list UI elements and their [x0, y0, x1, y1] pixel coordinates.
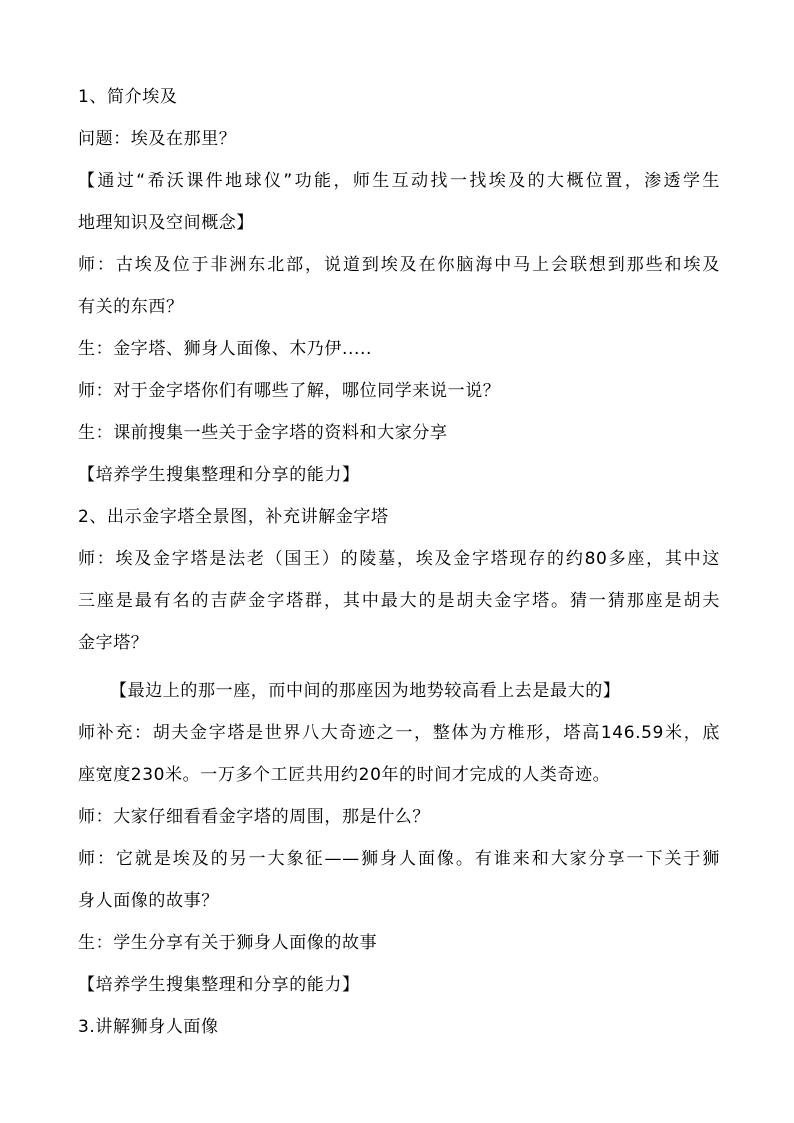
student-sphinx-line: 生：学生分享有关于狮身人面像的故事 — [78, 933, 378, 953]
note-globe-line-1: 【通过“希沃课件地球仪”功能，师生互动找一找埃及的大概位置，渗透学生 — [78, 171, 720, 191]
note-answer-line: 【最边上的那一座，而中间的那座因为地势较高看上去是最大的】 — [110, 681, 621, 701]
teacher-supplement-line-1: 师补充：胡夫金字塔是世界八大奇迹之一，整体为方椎形，塔高146.59米，底 — [78, 723, 720, 743]
teacher-surroundings-line: 师：大家仔细看看金字塔的周围，那是什么？ — [78, 807, 430, 827]
teacher-egypt-line-2: 有关的东西？ — [78, 297, 184, 317]
teacher-pyramid-line-2: 三座是最有名的吉萨金字塔群，其中最大的是胡夫金字塔。猜一猜那座是胡夫 — [78, 591, 720, 611]
teacher-question-line: 师：对于金字塔你们有哪些了解，哪位同学来说一说？ — [78, 381, 501, 401]
teacher-pyramid-line-3: 金字塔？ — [78, 633, 149, 653]
note-ability-line-1: 【培养学生搜集整理和分享的能力】 — [78, 465, 360, 485]
teacher-supplement-line-2: 座宽度230米。一万多个工匠共用约20年的时间才完成的人类奇迹。 — [78, 765, 611, 785]
student-answer-line: 生：金字塔、狮身人面像、木乃伊..... — [78, 339, 373, 359]
note-globe-line-2: 地理知识及空间概念】 — [78, 213, 254, 233]
teacher-pyramid-line-1: 师：埃及金字塔是法老（国王）的陵墓，埃及金字塔现存的约80多座，其中这 — [78, 549, 720, 569]
question-line: 问题：埃及在那里？ — [78, 129, 237, 149]
section-heading-3: 3.讲解狮身人面像 — [78, 1017, 219, 1037]
note-ability-line-2: 【培养学生搜集整理和分享的能力】 — [78, 975, 360, 995]
teacher-sphinx-line-1: 师：它就是埃及的另一大象征——狮身人面像。有谁来和大家分享一下关于狮 — [78, 849, 720, 869]
teacher-egypt-line-1: 师：古埃及位于非洲东北部，说道到埃及在你脑海中马上会联想到那些和埃及 — [78, 255, 720, 275]
section-heading-2: 2、出示金字塔全景图，补充讲解金字塔 — [78, 507, 389, 527]
student-share-line: 生：课前搜集一些关于金字塔的资料和大家分享 — [78, 423, 448, 443]
section-heading-1: 1、简介埃及 — [78, 87, 178, 107]
teacher-sphinx-line-2: 身人面像的故事？ — [78, 891, 219, 911]
